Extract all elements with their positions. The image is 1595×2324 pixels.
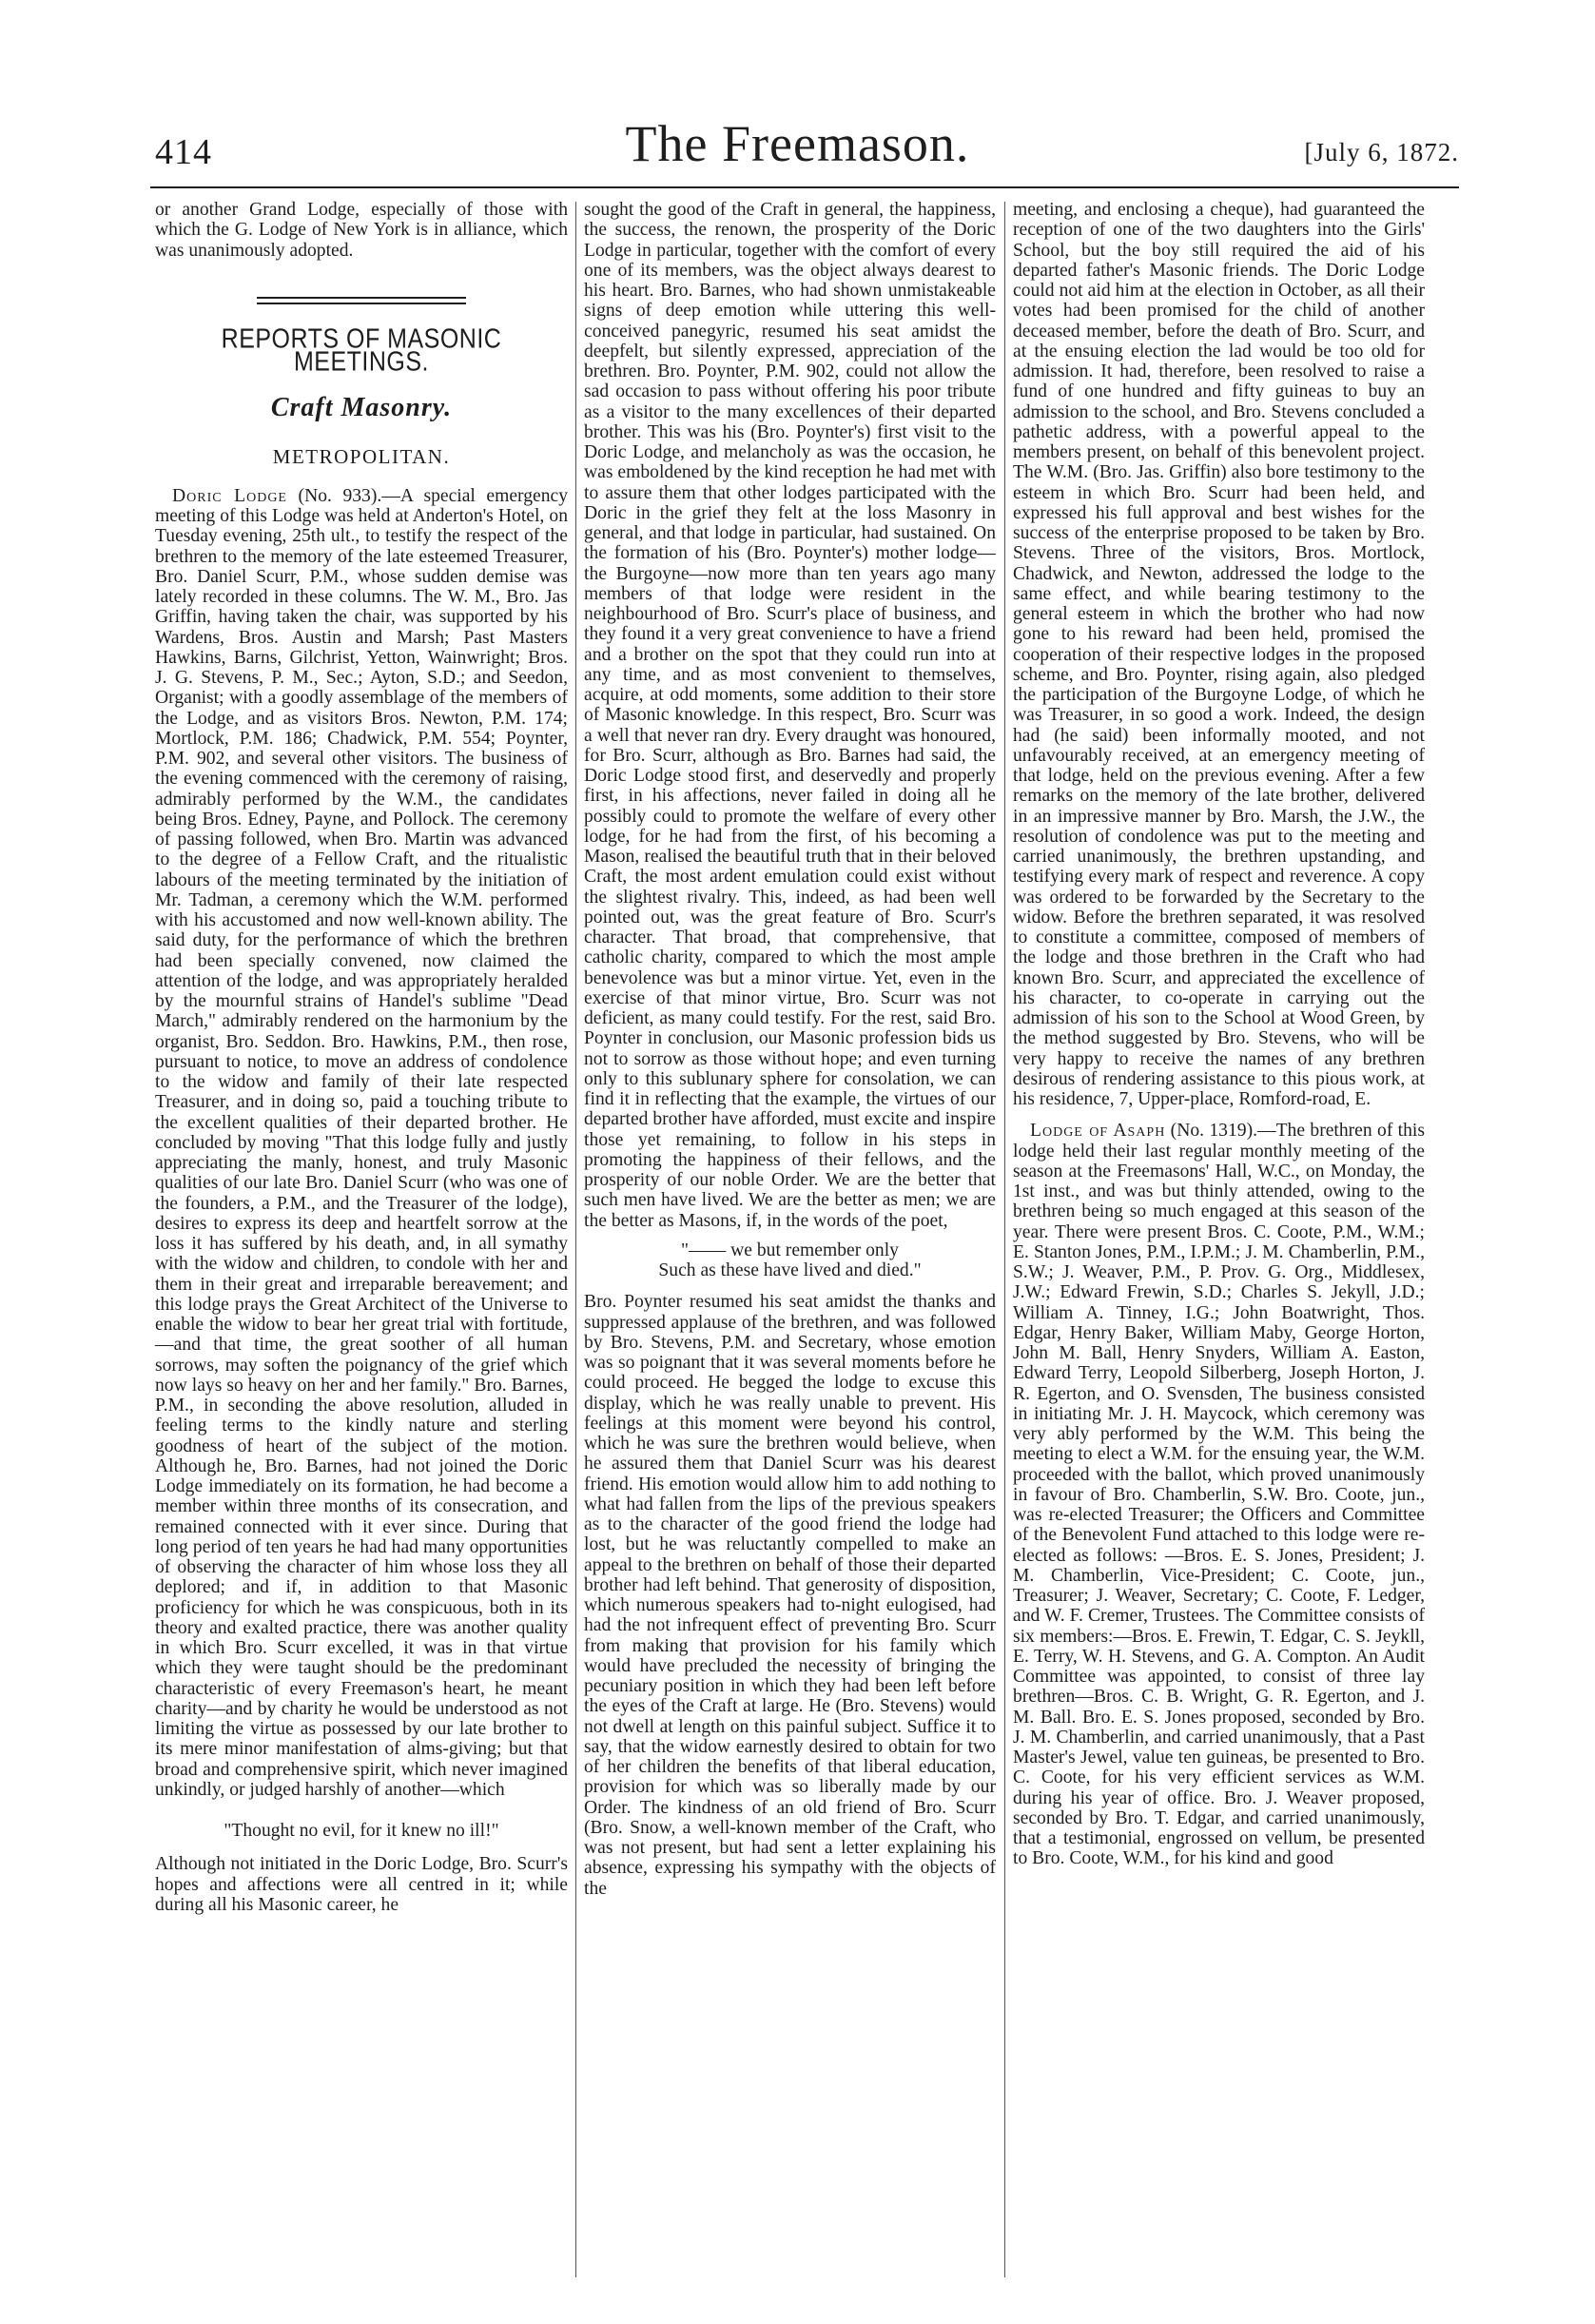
quotation: "Thought no evil, for it knew no ill!": [224, 1821, 499, 1841]
verse-line: Such as these have lived and died.": [658, 1260, 922, 1280]
report-paragraph: [1013, 1121, 1425, 1868]
issue-date: [July 6, 1872.: [1304, 138, 1459, 166]
page-header: [0, 0, 1595, 205]
lodge-name: Doric Lodge: [172, 485, 287, 506]
header-rule: [150, 186, 1459, 188]
column-1: [155, 200, 568, 1915]
report-text: (No. 1319).—The brethren of this lodge held their last regular monthly meeting of the season at the Freemasons' Hall, W.C., on Monday, the 1st inst., and was but thinly attended, owing to the brethren being so much engaged at this season of the year. There were present Bros. C. Coote, P.M., W.M.; E. Stanton Jones, P.M., I.P.M.; J. M. Chamberlin, P.M., S.W.; J. Weaver, P.M., P. Prov. G. Org., Middlesex, J.W.; Edward Frewin, S.D.; Charles S. Jekyll, J.D.; William A. Tinney, I.G.; John Boatwright, Thos. Edgar, Henry Baker, William Maby, George Horton, John M. Ball, Henry Snyders, William A. Easton, Edward Terry, Leopold Silberberg, Joseph Horton, J. R. Egerton, and O. Svensden, The business consisted in initiating Mr. J. H. Maycock, which ceremony was very ably performed by the W.M. This being the meeting to elect a W.M. for the ensuing year, the W.M. proceeded with the ballot, which proved unanimously in favour of Bro. Chamberlin, S.W. Bro. Coote, jun., was re-elected Treasurer; the Officers and Committee of the Benevolent Fund attached to this lodge were re-elected as follows: —Bros. E. S. Jones, President; J. M. Chamberlin, Vice-President; C. Coote, jun., Treasurer; J. Weaver, Secretary; C. Coote, F. Ledger, and W. F. Cremer, Trustees. The Committee consists of six members:—Bros. E. Frewin, T. Edgar, C. S. Jeykll, E. Terry, W. H. Stevens, and G. A. Compton. An Audit Committee was appointed, to consist of three lay brethren—Bros. C. B. Wright, G. R. Egerton, and J. M. Ball. Bro. E. S. Jones proposed, seconded by Bro. J. M. Chamberlin, and carried unanimously, that a Past Master's Jewel, value ten guineas, be presented to Bro. C. Coote, for his very efficient services as W.M. during his year of office. Bro. J. Weaver proposed, seconded by Bro. T. Edgar, and carried unanimously, that a testimonial, engrossed on vellum, be presented to Bro. Coote, W.M., for his kind and good: [1013, 1121, 1425, 1869]
newspaper-title: The Freemason.: [625, 115, 970, 172]
subheading: Craft Masonry.: [270, 393, 453, 423]
section-heading: REPORTS OF MASONIC MEETINGS.: [221, 322, 502, 378]
column-divider: [1004, 202, 1005, 2277]
report-paragraph: Bro. Poynter resumed his seat amidst the thanks and suppressed applause of the brethren, and was followed by Bro. Stevens, P.M. and Secretary, whose emotion was so poignant that it was several moments before he could proceed. He begged the lodge to excuse this display, which he was really unable to prevent. His feelings at this moment were beyond his control, which he was sure the brethren would believe, when he assured them that Daniel Scurr was his dearest friend. His emotion would allow him to add nothing to what had fallen from the lips of the previous speakers as to the character of the good friend the lodge had lost, but he was reluctantly compelled to make an appeal to the brethren on behalf of those their departed brother had left behind. That generosity of disposition, which numerous speakers had to-night eulogised, had had the not infrequent effect of preventing Bro. Scurr from making that provision for his family which would have precluded the necessity of bringing the pecuniary position in which they had been left before the eyes of the Craft at large. He (Bro. Stevens) would not dwell at length on this painful subject. Suffice it to say, that the widow earnestly desired to obtain for two of her children the benefits of that liberal education, provision for which was so liberally made by our Order. The kindness of an old friend of Bro. Scurr (Bro. Snow, a well-known member of the Craft, who was not present, but had sent a letter explaining his absence, expressing his sympathy with the objects of the: [584, 1292, 996, 1899]
column-3: [1013, 200, 1425, 1869]
column-divider: [575, 202, 576, 2277]
section-divider: [257, 297, 466, 304]
lodge-name: Lodge of Asaph: [1030, 1121, 1166, 1142]
verse-line: "—— we but remember only: [681, 1240, 899, 1260]
report-paragraph: Although not initiated in the Doric Lodge, Bro. Scurr's hopes and affections were all centred in it; while during all his Masonic career, he: [155, 1854, 568, 1915]
verse-quotation: [584, 1240, 996, 1281]
region-heading: METROPOLITAN.: [272, 444, 451, 468]
report-paragraph: sought the good of the Craft in general, the happiness, the success, the renown, the prosperity of the Doric Lodge in particular, together with the comfort of every one of its members, was the object always dearest to his heart. Bro. Barnes, who had shown unmistakeable signs of deep emotion while uttering this well-conceived panegyric, resumed his seat amidst the deepfelt, but silently expressed, appreciation of the brethren. Bro. Poynter, P.M. 902, could not allow the sad occasion to pass without offering his poor tribute as a visitor to the many excellences of their departed brother. This was his (Bro. Poynter's) first visit to the Doric Lodge, and melancholy as was the occasion, he was emboldened by the kind reception he had met with to assure them that other lodges participated with the Doric in the grief they felt at the loss Masonry in general, and that lodge in particular, had sustained. On the formation of his (Bro. Poynter's) mother lodge—the Burgoyne—now more than ten years ago many members of that lodge were resident in the neighbourhood of Bro. Scurr's place of business, and they found it a very great convenience to have a friend and a brother on the spot that they could run into at any time, and as most convenient to themselves, acquire, at odd moments, some addition to their store of Masonic knowledge. In this respect, Bro. Scurr was a well that never ran dry. Every draught was honoured, for Bro. Scurr, although as Bro. Barnes had said, the Doric Lodge stood first, and deservedly and properly first, in his affections, never failed in doing all he possibly could to promote the welfare of every other lodge, for he had from the first, of his becoming a Mason, realised the beautiful truth that in their beloved Craft, the most ardent emulation could exist without the slightest rivalry. This, indeed, as had been well pointed out, was the great feature of Bro. Scurr's character. That broad, that comprehensive, that catholic charity, compared to which the most ample benevolence was but a minor virtue. Yet, even in the exercise of that minor virtue, Bro. Scurr was not deficient, as many could testify. For the rest, said Bro. Poynter in conclusion, our Masonic profession bids us not to sorrow as those without hope; and even turning only to this sublunary sphere for consolation, we can find it in reflecting that the example, the virtues of our departed brother have afforded, must excite and inspire those yet remaining, to follow in his steps in promoting the happiness of their fellows, and the prosperity of our noble Order. We are the better that such men have lived. We are the better as men; we are the better as Masons, if, in the words of the poet,: [584, 200, 996, 1231]
report-paragraph: meeting, and enclosing a cheque), had guaranteed the reception of one of the two daughters into the Girls' School, but the boy still required the aid of his departed father's Masonic friends. The Doric Lodge could not aid him at the election in October, as all their votes had been promised for the child of another deceased member, before the death of Bro. Scurr, and at the ensuing election the lad would be too old for admission. It had, therefore, been resolved to raise a fund of one hundred and fifty guineas to buy an admission to the school, and Bro. Stevens concluded a pathetic address, with a powerful appeal to the members present, on behalf of this benevolent project. The W.M. (Bro. Jas. Griffin) also bore testimony to the esteem in which Bro. Scurr had been held, and expressed his full approval and best wishes for the success of the enterprise proposed to be taken by Bro. Stevens. Three of the visitors, Bros. Mortlock, Chadwick, and Newton, addressed the lodge to the same effect, and while bearing testimony to the general esteem in which the brother who had now gone to his reward had been held, promised the cooperation of their respective lodges in the proposed scheme, and Bro. Poynter, rising again, also pledged the participation of the Burgoyne Lodge, of which he was Treasurer, in so good a work. Indeed, the design had (he said) been informally mooted, and not unfavourably received, at an emergency meeting of that lodge, held on the previous evening. After a few remarks on the memory of the late brother, delivered in an impressive manner by Bro. Marsh, the J.W., the resolution of condolence was put to the meeting and carried unanimously, the brethren upstanding, and testifying every mark of respect and reverence. A copy was ordered to be forwarded by the Secretary to the widow. Before the brethren separated, it was resolved to constitute a committee, composed of members of the lodge and those brethren in the Craft who had known Bro. Scurr, and appreciated the excellence of his character, to co-operate in carrying out the admission of his son to the School at Wood Green, by the method suggested by Bro. Stevens, who will be very happy to receive the names of any brethren desirous of rendering assistance to this pious work, at his residence, 7, Upper-place, Romford-road, E.: [1013, 200, 1425, 1109]
report-text: (No. 933).—A special emergency meeting of this Lodge was held at Anderton's Hotel, on Tuesday evening, 25th ult., to testify the respect of the brethren to the memory of the late esteemed Treasurer, Bro. Daniel Scurr, P.M., whose sudden demise was lately recorded in these columns. The W. M., Bro. Jas Griffin, having taken the chair, was supported by his Wardens, Bros. Austin and Marsh; Past Masters Hawkins, Barns, Gilchrist, Yetton, Wainwright; Bros. J. G. Stevens, P. M., Sec.; Ayton, S.D.; and Seedon, Organist; with a goodly assemblage of the members of the Lodge, and as visitors Bros. Newton, P.M. 174; Mortlock, P.M. 186; Chadwick, P.M. 554; Poynter, P.M. 902, and several other visitors. The business of the evening commenced with the ceremony of raising, admirably performed by the W.M., the candidates being Bros. Edney, Payne, and Pollock. The ceremony of passing followed, when Bro. Martin was advanced to the degree of a Fellow Craft, and the ritualistic labours of the meeting terminated by the initiation of Mr. Tadman, a ceremony which the W.M. performed with his accustomed and now well-known ability. The said duty, for the performance of which the brethren had been specially convened, now claimed the attention of the lodge, and was appropriately heralded by the mournful strains of Handel's sublime "Dead March," admirably rendered on the harmonium by the organist, Bro. Seddon. Bro. Hawkins, P.M., then rose, pursuant to notice, to move an address of condolence to the widow and family of their late respected Treasurer, and in doing so, paid a touching tribute to the excellent qualities of their departed brother. He concluded by moving "That this lodge fully and justly appreciating the manly, honest, and truly Masonic qualities of our late Bro. Daniel Scurr (who was one of the founders, a P.M., and the Treasurer of the lodge), desires to express its deep and heartfelt sorrow at the loss it has suffered by his death, and, in all symathy with the widow and children, to condole with her and them in their great and irreparable bereavement; and this lodge prays the Great Architect of the Universe to enable the widow to bear her great trial with fortitude,—and that time, the great soother of all human sorrows, may soften the poignancy of the grief which now lays so heavy on her and her family." Bro. Barnes, P.M., in seconding the above resolution, alluded in feeling terms to the kindly nature and sterling goodness of heart of the subject of the motion. Although he, Bro. Barnes, had not joined the Doric Lodge immediately on its formation, he had become a member within three months of its consecration, and remained connected with it ever since. During that long period of ten years he had had many opportunities of observing the character of him whose loss they all deplored; and if, in addition to that Masonic proficiency for which he was conspicuous, both in its theory and exalted practice, there was another quality in which Bro. Scurr excelled, it was in that virtue which they were taught should be the predominant characteristic of every Freemason's heart, he meant charity—and by charity he would be understood as not limiting the virtue as possessed by our late brother to its mere minor manifestation of alms-giving; but that broad and comprehensive spirit, which never imagined unkindly, or judged harshly of another—which: [155, 485, 568, 1800]
page-number: 414: [155, 132, 212, 172]
report-paragraph: [155, 486, 568, 1800]
column-2: [584, 200, 996, 1899]
intro-paragraph: or another Grand Lodge, especially of those with which the G. Lodge of New York is in alliance, which was unanimously adopted.: [155, 200, 568, 261]
